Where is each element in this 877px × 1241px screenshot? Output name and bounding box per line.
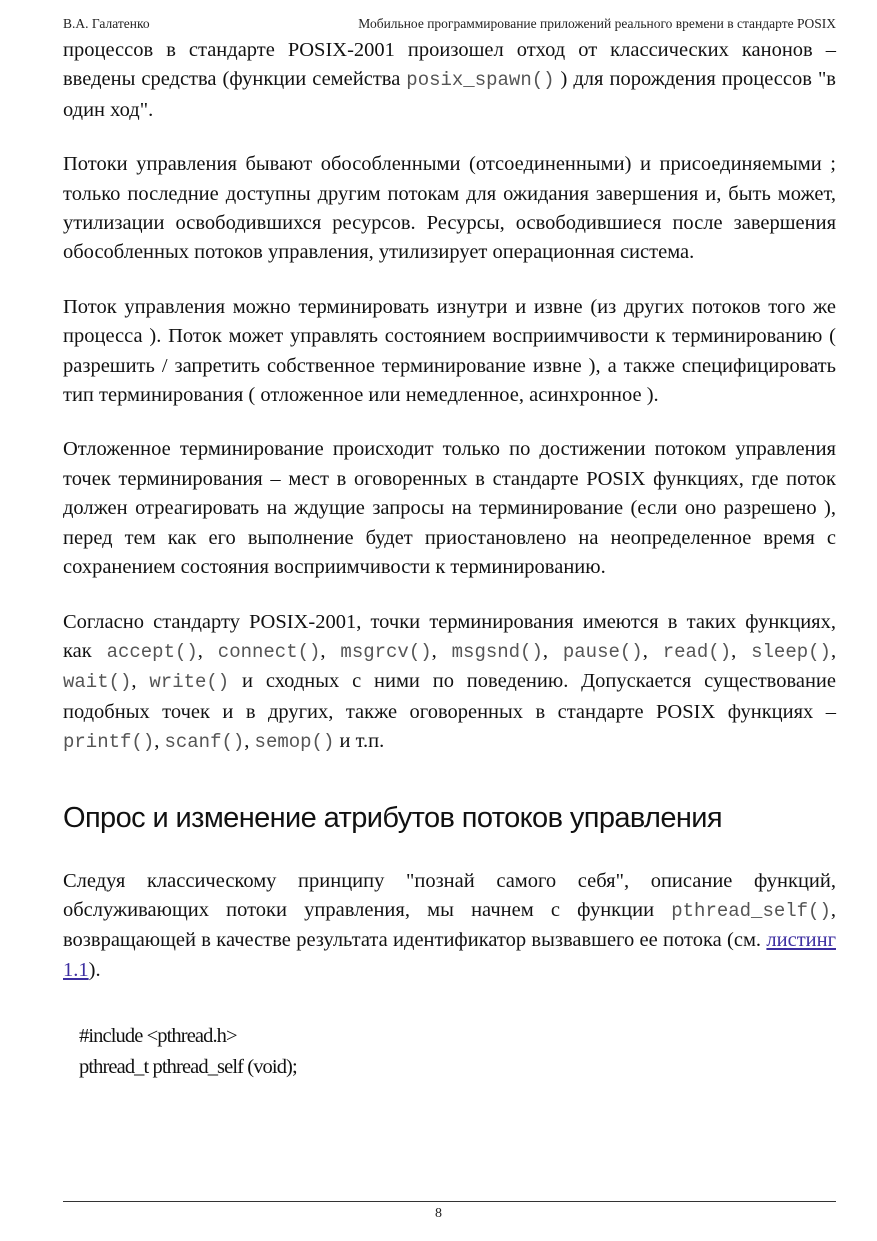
text-segment: Согласно стандарту POSIX-2001, точки терминирования имеются в таких функциях, как (63, 610, 836, 662)
code-sleep: sleep() (751, 640, 831, 663)
code-write: write() (149, 671, 230, 694)
code-semop: semop() (254, 731, 335, 754)
paragraph-pthread-self (63, 867, 836, 986)
header-title: Мобильное программирование приложений реального времени в стандарте POSIX (358, 16, 836, 31)
separator: , (320, 639, 341, 662)
document-body (63, 36, 836, 1083)
text-segment: Следуя классическому принципу "познай самого себя", описание функций, обслуживающих потоки управления, мы начнем с функции (63, 869, 836, 921)
paragraph-posix-spawn (63, 36, 836, 125)
text-segment: ) для порождения процессов "в один ход". (63, 68, 836, 121)
code-pthread-self: pthread_self() (671, 899, 831, 922)
listing-link[interactable]: листинг 1.1 (63, 929, 836, 981)
paragraph-deferred-termination: Отложенное терминирование происходит только по достижении потоком управления точек терминирования – мест в оговоренных в стандарте POSIX функциях, где поток должен отреагировать на ждущие запросы на терминирование (если оно разрешено ), перед тем как его выполнение будет приостановлено на неопределенное время с сохранением состояния восприимчивости к терминированию. (63, 438, 836, 579)
code-line-include: #include <pthread.h> (79, 1025, 237, 1048)
paragraph-termination: Поток управления можно терминировать изнутри и извне (из других потоков того же процесса ). Поток может управлять состоянием восприимчивости к терминированию ( разрешить / запретить собственное терминирование извне ), а также специфицировать тип терминирования ( отложенное или немедленное, асинхронное ). (63, 295, 836, 407)
separator: , (830, 639, 837, 662)
text-segment: процессов в стандарте POSIX-2001 произошел отход от классических канонов – введены средства (функции семейства (63, 39, 836, 91)
code-scanf: scanf() (164, 731, 245, 754)
code-listing (79, 1021, 836, 1083)
section-heading: Опрос и изменение атрибутов потоков управления (63, 801, 723, 834)
text-segment: , возвращающей в качестве результата идентификатор вызвавшего ее потока (см. (63, 898, 836, 952)
separator: , (244, 730, 255, 753)
separator: , (154, 730, 165, 753)
code-msgrcv: msgrcv() (340, 640, 432, 663)
code-msgsnd: msgsnd() (451, 640, 543, 663)
page-number: 8 (435, 1206, 442, 1221)
separator: , (542, 639, 563, 662)
footer-rule (63, 1201, 836, 1202)
separator: , (642, 639, 663, 662)
separator: , (197, 639, 218, 662)
separator: , (431, 639, 452, 662)
code-read: read() (662, 640, 732, 663)
code-posix-spawn: posix_spawn() (406, 69, 555, 92)
running-header (63, 16, 836, 34)
header-author: В.А. Галатенко (63, 16, 150, 31)
code-printf: printf() (63, 731, 155, 754)
code-accept: accept() (106, 640, 198, 663)
code-connect: connect() (217, 640, 321, 663)
code-line-prototype: pthread_t pthread_self (void); (79, 1056, 297, 1079)
separator: , (131, 670, 150, 693)
text-segment: и сходных с ними по поведению. Допускается существование подобных точек и в других, также оговоренных в стандарте POSIX функциях – (63, 670, 836, 723)
paragraph-cancellation-points (63, 608, 836, 758)
code-wait: wait() (63, 671, 132, 694)
text-segment: ). (88, 958, 101, 981)
paragraph-detached-threads: Потоки управления бывают обособленными (отсоединенными) и присоединяемыми ; только последние доступны другим потокам для ожидания завершения и, быть может, утилизации освободившихся ресурсов. Ресурсы, освободившиеся после завершения обособленных потоков управления, утилизирует операционная система. (63, 153, 836, 264)
code-pause: pause() (562, 640, 643, 663)
text-segment: и т.п. (334, 730, 385, 753)
separator: , (731, 639, 752, 662)
